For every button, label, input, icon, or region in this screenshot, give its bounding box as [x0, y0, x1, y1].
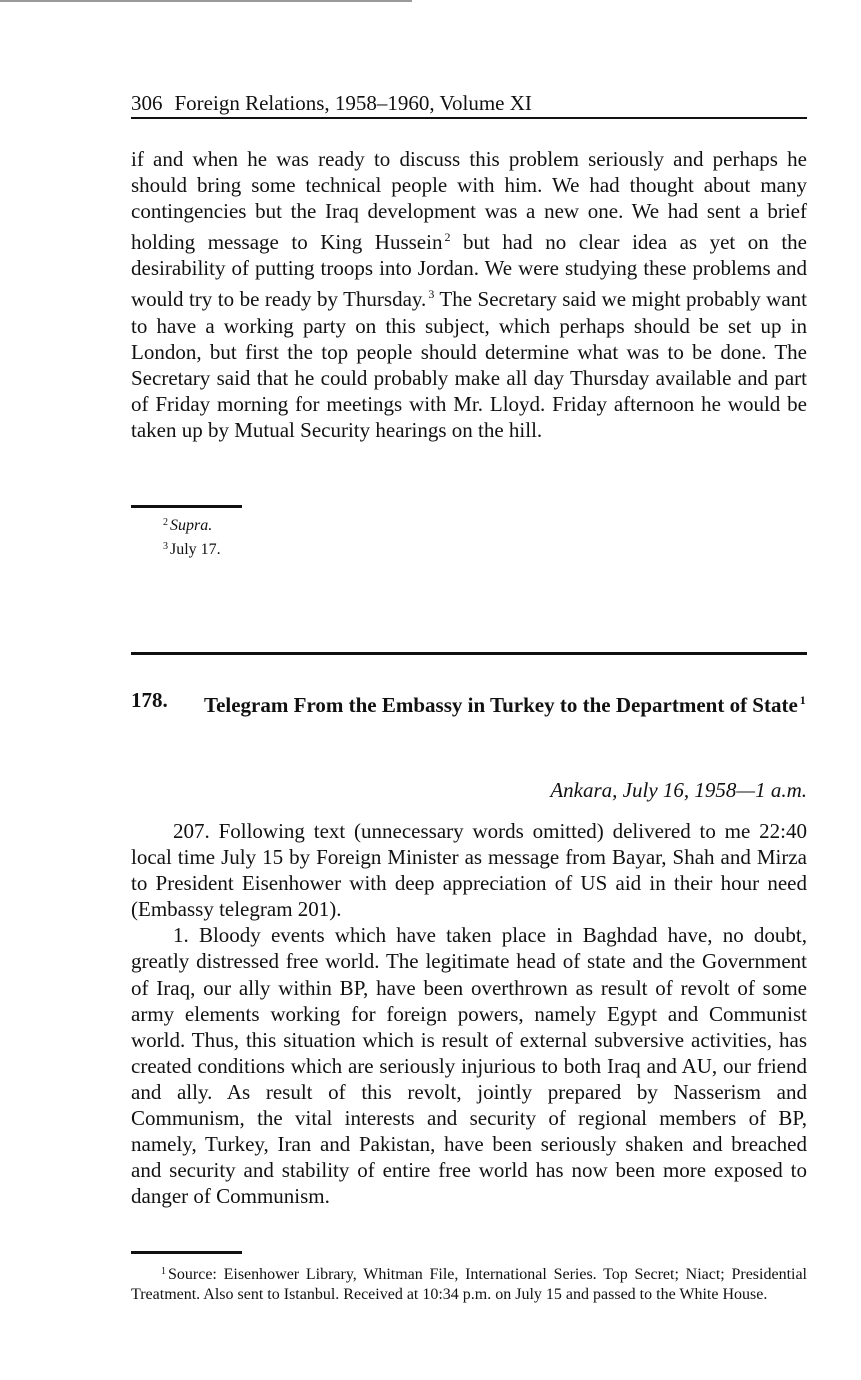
document-title: [204, 687, 807, 718]
footnote-1: [131, 1262, 807, 1304]
section-divider: [131, 652, 807, 655]
page-number: 306: [131, 91, 163, 115]
footnote-3: [163, 536, 221, 560]
footnote-marker: 1: [161, 1266, 166, 1277]
footnote-marker: 2: [163, 517, 168, 528]
dateline: Ankara, July 16, 1958—1 a.m.: [550, 778, 807, 802]
telegram-body: [131, 818, 807, 1209]
footnote-text: Source: Eisenhower Library, Whitman File, International Series. Top Secret; Niact; Presidential Treatment. Also sent to Istanbul. Received at 10:34 p.m. on July 15 and passed to the White House.: [131, 1266, 807, 1303]
footnotes-top: [163, 512, 221, 560]
continued-text-part1: if and when he was ready to discuss this problem seriously and perhaps he should bring some technical people with him. We had thought about many contingencies but the Iraq development was a new one. We had sent a brief holding message to King Hussein: [131, 147, 807, 255]
footnote-marker: 3: [163, 541, 168, 552]
running-head: [131, 90, 807, 119]
continued-paragraph: [131, 146, 807, 443]
volume-title: Foreign Relations, 1958–1960, Volume XI: [174, 91, 532, 115]
top-edge-rule: [0, 0, 412, 2]
document-number: 178.: [131, 688, 168, 712]
document-title-text: Telegram From the Embassy in Turkey to the Department of State: [204, 693, 798, 717]
footnote-ref-2: 2: [444, 230, 451, 245]
footnote-divider: [131, 505, 242, 508]
telegram-paragraph: 1. Bloody events which have taken place in Baghdad have, no doubt, greatly distressed free world. The legitimate head of state and the Government of Iraq, our ally within BP, have been overthrown as result of revolt of some army elements working for foreign powers, namely Egypt and Communist world. Thus, this situation which is result of external subversive activities, has created conditions which are seriously injurious to both Iraq and AU, our friend and ally. As result of this revolt, jointly prepared by Nasserism and Communism, the vital interests and security of regional members of BP, namely, Turkey, Iran and Pakistan, have been seriously shaken and breached and security and stability of entire free world has now been more exposed to danger of Communism.: [131, 923, 807, 1209]
telegram-paragraph: 207. Following text (unnecessary words omitted) delivered to me 22:40 local time July 15 by Foreign Minister as message from Bayar, Shah and Mirza to President Eisenhower with deep appreciation of US aid in their hour need (Embassy telegram 201).: [131, 819, 807, 922]
document-title-note: 1: [799, 693, 806, 707]
footnote-2: [163, 512, 221, 536]
continued-text-part3: The Secretary said we might probably want to have a working party on this subject, which perhaps should be set up in London, but first the top people should determine what was to be done. The Secretary said that he could probably make all day Thursday available and part of Friday morning for meetings with Mr. Lloyd. Friday afternoon he would be taken up by Mutual Security hearings on the hill.: [131, 287, 807, 442]
footnote-divider: [131, 1251, 242, 1254]
continued-text-part2: but had no clear idea as yet on the desirability of putting troops into Jordan. We were studying these problems and would try to be ready by Thursday.: [131, 230, 807, 312]
document-heading: [131, 687, 807, 718]
footnote-text: July 17.: [170, 541, 221, 558]
footnote-text: Supra.: [170, 517, 213, 534]
footnote-ref-3: 3: [428, 287, 435, 302]
